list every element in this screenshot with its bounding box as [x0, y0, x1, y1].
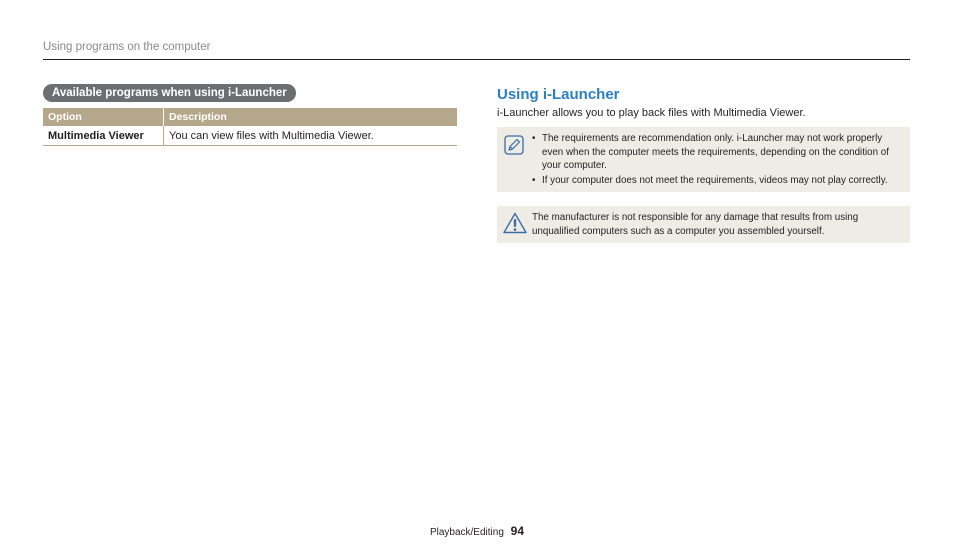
warning-text: The manufacturer is not responsible for any damage that results from using unqualified computers such as a computer you assembled yourself.: [532, 212, 859, 237]
bullet-icon: •: [532, 174, 536, 186]
header-rule: [43, 59, 910, 60]
footer-section-label: Playback/Editing: [429, 527, 504, 538]
note-item-text: If your computer does not meet the requirements, videos may not play correctly.: [542, 174, 888, 186]
warning-triangle-icon: [503, 212, 527, 234]
section-label-pill: Available programs when using i-Launcher: [43, 84, 296, 102]
column-header-description: Description: [164, 108, 458, 126]
note-box: [497, 127, 910, 192]
option-cell: Multimedia Viewer: [43, 126, 164, 146]
note-list: [530, 132, 905, 187]
section-title: Using i-Launcher: [497, 86, 620, 103]
running-header: Using programs on the computer: [43, 41, 211, 53]
table-header-row: [43, 108, 457, 126]
note-item-text: The requirements are recommendation only. i-Launcher may not work properly even when the computer meets the requirements, depending on the condition of your computer.: [542, 133, 889, 171]
list-item: [530, 132, 905, 173]
programs-table: [43, 108, 457, 146]
section-intro: i-Launcher allows you to play back files with Multimedia Viewer.: [497, 107, 806, 119]
table-row: [43, 126, 457, 146]
page-number: 94: [510, 524, 525, 538]
note-pencil-icon: [504, 135, 524, 155]
page-footer: [0, 524, 954, 538]
bullet-icon: •: [532, 133, 536, 144]
column-header-option: Option: [43, 108, 164, 126]
description-cell: You can view files with Multimedia Viewer.: [164, 126, 458, 146]
list-item: [530, 174, 905, 188]
warning-box: [497, 206, 910, 243]
